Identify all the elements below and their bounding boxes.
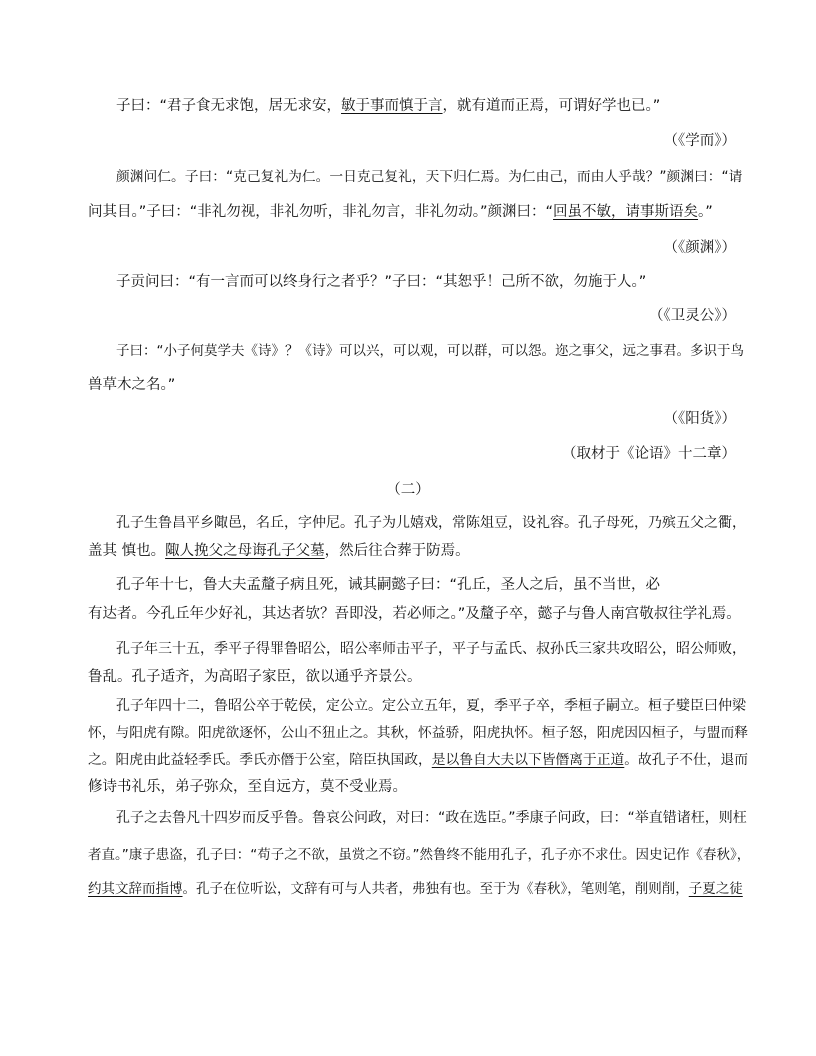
passage-text: 。” — [698, 204, 713, 220]
source-citation: （《阳货》） — [663, 411, 736, 427]
passage-text: 子曰：“君子食无求饱，居无求安， — [116, 98, 342, 114]
underlined-phrase: 子夏之徒 — [688, 881, 743, 897]
passage-text: 。故孔子不仕，退而 — [624, 752, 749, 768]
source-citation-overall: （取材于《论语》十二章） — [562, 446, 736, 462]
source-citation: （《学而》） — [663, 133, 736, 149]
passage-text: 。孔子在位听讼，文辞有可与人共者，弗独有也。至于为《春秋》，笔则笔，削则削， — [182, 881, 689, 897]
analects-passage-2-line-1: 颜渊问仁。子曰：“克己复礼为仁。一日克己复礼，天下归仁焉。为仁由己，而由人乎哉？”颜渊曰：“请 — [116, 169, 743, 185]
biography-paragraph-4-line-2: 怀，与阳虎有隙。阳虎欲逐怀，公山不狃止之。其秋，怀益骄，阳虎执怀。桓子怒，阳虎因囚桓子，与盟而释 — [88, 725, 749, 741]
passage-text: ，就有道而正焉，可谓好学也已。” — [442, 98, 661, 114]
biography-paragraph-5-line-1: 孔子之去鲁凡十四岁而反乎鲁。鲁哀公问政，对曰：“政在选臣。”季康子问政，曰：“举直错诸枉，则枉 — [116, 810, 747, 826]
biography-paragraph-3-line-1: 孔子年三十五，季平子得罪鲁昭公，昭公率师击平子，平子与孟氏、叔孙氏三家共攻昭公，昭公师败， — [116, 641, 746, 657]
biography-paragraph-1-line-1: 孔子生鲁昌平乡陬邑，名丘，字仲尼。孔子为儿嬉戏，常陈俎豆，设礼容。孔子母死，乃殡五父之衢， — [116, 515, 746, 531]
section-heading: （二） — [386, 482, 430, 498]
passage-text: 盖其 慎也。 — [88, 543, 166, 559]
passage-text: ，然后往合葬于防焉。 — [324, 543, 470, 559]
source-citation: （《颜渊》） — [663, 240, 736, 256]
analects-passage-4-line-1: 子曰：“小子何莫学夫《诗》？《诗》可以兴，可以观，可以群，可以怨。迩之事父，远之事君。多识于鸟 — [116, 343, 744, 359]
analects-passage-4-line-2: 兽草木之名。” — [88, 377, 176, 393]
underlined-phrase: 回虽不敏，请事斯语矣 — [553, 204, 699, 220]
biography-paragraph-3-line-2: 鲁乱。孔子适齐，为高昭子家臣，欲以通乎齐景公。 — [88, 669, 422, 685]
biography-paragraph-1-line-2 — [88, 541, 470, 561]
biography-paragraph-4-line-1: 孔子年四十二，鲁昭公卒于乾侯，定公立。定公立五年，夏，季平子卒，季桓子嗣立。桓子嬖臣曰仲梁 — [116, 698, 746, 714]
analects-passage-2-line-2 — [88, 202, 713, 222]
source-citation: （《卫灵公》） — [649, 308, 736, 324]
biography-paragraph-4-line-4: 修诗书礼乐，弟子弥众，至自远方，莫不受业焉。 — [88, 779, 407, 795]
underlined-phrase: 是以鲁自大夫以下皆僭离于正道 — [431, 752, 625, 768]
biography-paragraph-5-line-3 — [88, 879, 743, 899]
biography-paragraph-2-line-1: 孔子年十七，鲁大夫孟釐子病且死，诫其嗣懿子曰：“孔丘，圣人之后，虽不当世，必 — [116, 577, 661, 593]
biography-paragraph-5-line-2: 者直。”康子患盗，孔子曰：“苟子之不欲，虽赏之不窃。”然鲁终不能用孔子，孔子亦不求仕。因史记作《春秋》， — [88, 847, 751, 863]
underlined-phrase: 约其文辞而指博 — [88, 881, 183, 897]
analects-passage-1 — [116, 96, 660, 116]
analects-passage-3: 子贡问曰：“有一言而可以终身行之者乎？”子曰：“其恕乎！己所不欲，勿施于人。” — [116, 274, 647, 290]
biography-paragraph-2-line-2: 有达者。今孔丘年少好礼，其达者欤？吾即没，若必师之。”及釐子卒，懿子与鲁人南宫敬叔往学礼焉。 — [88, 606, 741, 622]
underlined-phrase: 陬人挽父之母诲孔子父墓 — [165, 543, 325, 559]
passage-text: 问其目。”子曰：“非礼勿视，非礼勿听，非礼勿言，非礼勿动。”颜渊曰：“ — [88, 204, 554, 220]
biography-paragraph-4-line-3 — [88, 750, 748, 770]
passage-text: 之。阳虎由此益轻季氏。季氏亦僭于公室，陪臣执国政， — [88, 752, 432, 768]
underlined-phrase: 敏于事而慎于言 — [341, 98, 443, 114]
